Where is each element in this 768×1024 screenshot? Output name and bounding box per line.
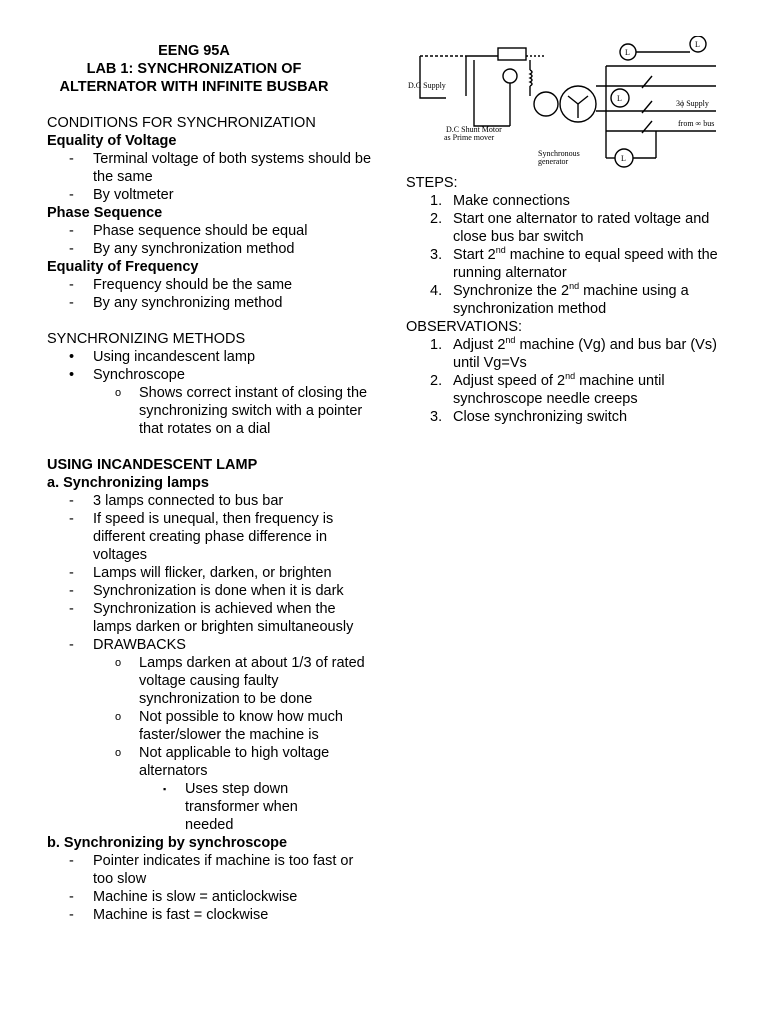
list-item <box>47 582 377 600</box>
list-item <box>406 408 736 426</box>
list-item <box>47 600 377 636</box>
steps-section <box>406 174 736 426</box>
list-item-text: DRAWBACKS <box>93 637 186 653</box>
list-item-text: Synchronization is achieved when the lamps darken or brighten simultaneously <box>93 601 354 635</box>
motor-label: D.C Shunt Motor <box>446 125 502 134</box>
list-item <box>406 336 736 372</box>
o-marker: o <box>115 747 122 759</box>
list-item <box>47 366 377 384</box>
superscript: nd <box>565 371 576 381</box>
list-item-text: Synchroscope <box>93 367 185 383</box>
list-item-text: Make connections <box>453 193 570 209</box>
dash-marker: - <box>69 295 74 311</box>
list-item-text: Synchronize the 2 <box>453 283 570 299</box>
synchronizing-lamps-heading: a. Synchronizing lamps <box>47 475 209 491</box>
phase-heading: Phase Sequence <box>47 205 163 221</box>
list-item-text: Synchronization is done when it is dark <box>93 583 344 599</box>
list-item-text: machine (Vg) and bus bar (Vs) until Vg=Vs <box>453 337 717 371</box>
lamp-label: L <box>695 40 700 49</box>
synchroscope-heading: b. Synchronizing by synchroscope <box>47 835 288 851</box>
list-item <box>47 276 377 294</box>
list-item-text: Lamps will flicker, darken, or brighten <box>93 565 332 581</box>
dash-marker: - <box>69 565 74 581</box>
list-item-text: machine using a synchronization method <box>453 283 689 317</box>
list-item <box>406 246 736 282</box>
number-marker: 2. <box>430 211 443 227</box>
number-marker: 2. <box>430 373 443 389</box>
list-item <box>47 654 377 708</box>
list-item-text: machine until synchroscope needle creeps <box>453 373 665 407</box>
left-column <box>47 42 377 924</box>
list-item-text: Shows correct instant of closing the synchronizing switch with a pointer that rotates on a dial <box>139 385 368 437</box>
dash-marker: - <box>69 241 74 257</box>
list-item-text: Using incandescent lamp <box>93 349 256 365</box>
lamp-heading: USING INCANDESCENT LAMP <box>47 457 258 473</box>
dc-supply-label: D.C Supply <box>408 81 446 90</box>
list-item-text: Pointer indicates if machine is too fast or too slow <box>93 853 354 887</box>
o-marker: o <box>115 657 122 669</box>
dash-marker: - <box>69 637 74 653</box>
bullet-marker: • <box>69 367 75 383</box>
o-marker: o <box>115 387 122 399</box>
o-marker: o <box>115 711 122 723</box>
list-item <box>47 510 377 564</box>
list-item <box>47 186 377 204</box>
number-marker: 4. <box>430 283 443 299</box>
list-item-text: Machine is slow = anticlockwise <box>93 889 298 905</box>
list-item <box>47 222 377 240</box>
list-item-text: Uses step down transformer when needed <box>185 781 298 833</box>
list-item-text: Adjust 2 <box>453 337 506 353</box>
list-item <box>47 780 377 834</box>
number-marker: 3. <box>430 409 443 425</box>
dash-marker: - <box>69 223 74 239</box>
list-item-text: By any synchronizing method <box>93 295 283 311</box>
list-item <box>47 888 377 906</box>
list-item <box>406 372 736 408</box>
list-item <box>406 192 736 210</box>
dash-marker: - <box>69 583 74 599</box>
list-item <box>47 744 377 780</box>
list-item <box>406 282 736 318</box>
motor-label-2: as Prime mover <box>444 133 495 142</box>
list-item-text: By any synchronization method <box>93 241 295 257</box>
list-item <box>47 348 377 366</box>
steps-heading: STEPS: <box>406 175 458 191</box>
dash-marker: - <box>69 187 74 203</box>
voltage-heading: Equality of Voltage <box>47 133 177 149</box>
number-marker: 1. <box>430 193 443 209</box>
list-item-text: Machine is fast = clockwise <box>93 907 269 923</box>
frequency-heading: Equality of Frequency <box>47 259 199 275</box>
bullet-marker: • <box>69 349 75 365</box>
observations-heading: OBSERVATIONS: <box>406 319 523 335</box>
list-item-text: Frequency should be the same <box>93 277 293 293</box>
generator-label-2: generator <box>538 157 569 166</box>
methods-heading: SYNCHRONIZING METHODS <box>47 331 246 347</box>
list-item-text: Start one alternator to rated voltage and close bus bar switch <box>453 211 710 245</box>
list-item-text: Close synchronizing switch <box>453 409 628 425</box>
list-item <box>47 240 377 258</box>
number-marker: 1. <box>430 337 443 353</box>
title-line-3: ALTERNATOR WITH INFINITE BUSBAR <box>59 79 329 95</box>
list-item <box>47 150 377 186</box>
lamp-label: L <box>617 94 622 103</box>
circuit-diagram <box>406 36 726 186</box>
list-item-text: Adjust speed of 2 <box>453 373 566 389</box>
generator-label: Synchronous <box>538 149 580 158</box>
supply-label: 3ϕ Supply <box>676 99 709 108</box>
superscript: nd <box>505 335 516 345</box>
number-marker: 3. <box>430 247 443 263</box>
list-item-text: Not applicable to high voltage alternators <box>139 745 330 779</box>
list-item <box>47 564 377 582</box>
list-item <box>47 294 377 312</box>
dash-marker: - <box>69 277 74 293</box>
dash-marker: - <box>69 601 74 617</box>
bus-label: from ∞ bus <box>678 119 715 128</box>
list-item-text: machine to equal speed with the running alternator <box>453 247 718 281</box>
list-item-text: 3 lamps connected to bus bar <box>93 493 284 509</box>
list-item-text: Not possible to know how much faster/slower the machine is <box>139 709 343 743</box>
dash-marker: - <box>69 493 74 509</box>
dash-marker: - <box>69 151 74 167</box>
list-item <box>47 492 377 510</box>
list-item <box>47 708 377 744</box>
dash-marker: - <box>69 907 74 923</box>
list-item <box>47 852 377 888</box>
dash-marker: - <box>69 853 74 869</box>
dash-marker: - <box>69 511 74 527</box>
doc-title <box>29 42 359 96</box>
lamp-label: L <box>625 48 630 57</box>
list-item <box>47 384 377 438</box>
list-item <box>47 906 377 924</box>
list-item-text: Terminal voltage of both systems should be the same <box>93 151 372 185</box>
conditions-heading: CONDITIONS FOR SYNCHRONIZATION <box>47 115 316 131</box>
list-item <box>47 636 377 654</box>
dash-marker: - <box>69 889 74 905</box>
superscript: nd <box>569 281 580 291</box>
square-marker: ▪ <box>163 784 167 794</box>
list-item-text: Phase sequence should be equal <box>93 223 308 239</box>
title-line-1: EENG 95A <box>158 43 230 59</box>
list-item-text: Lamps darken at about 1/3 of rated voltage causing faulty synchronization to be done <box>139 655 365 707</box>
superscript: nd <box>495 245 506 255</box>
lamp-label: L <box>621 154 626 163</box>
list-item <box>406 210 736 246</box>
title-line-2: LAB 1: SYNCHRONIZATION OF <box>86 61 302 77</box>
list-item-text: If speed is unequal, then frequency is different creating phase difference in voltages <box>93 511 334 563</box>
list-item-text: By voltmeter <box>93 187 174 203</box>
list-item-text: Start 2 <box>453 247 496 263</box>
